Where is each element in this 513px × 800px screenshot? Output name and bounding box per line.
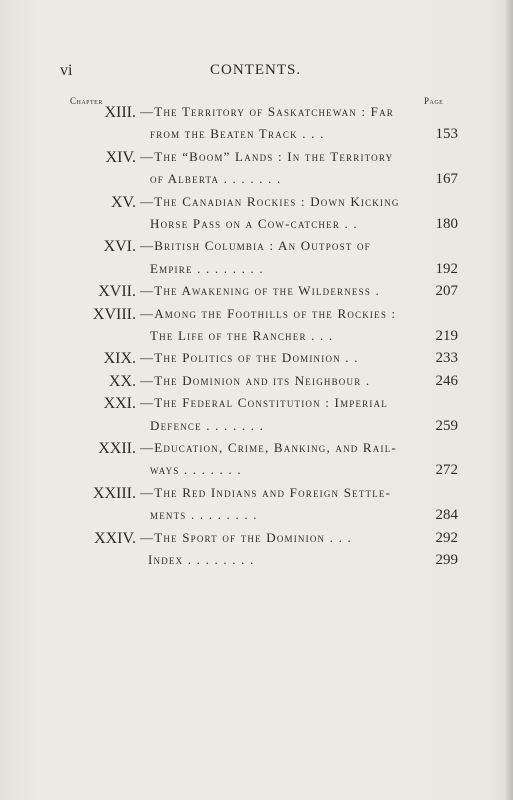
- chapter-title-continuation: Empire . . . . . . . .: [150, 260, 264, 276]
- toc-entry: [0, 440, 513, 462]
- page-number: 272: [435, 462, 458, 479]
- toc-entry-continuation: [0, 328, 513, 350]
- toc-entry: [0, 194, 513, 216]
- chapter-title-continuation: The Life of the Rancher . . .: [150, 328, 334, 343]
- page-number: 153: [435, 126, 458, 143]
- toc-entry: [0, 238, 513, 260]
- toc-entry: [0, 283, 513, 305]
- toc-entry-continuation: [0, 171, 513, 193]
- chapter-title-continuation: Horse Pass on a Cow-catcher . .: [150, 216, 358, 231]
- chapter-title: —The “Boom” Lands : In the Territory: [140, 148, 394, 164]
- toc-entry-continuation: [0, 216, 513, 238]
- index-title: Index . . . . . . . .: [148, 552, 255, 567]
- toc-entry-continuation: [0, 462, 513, 484]
- chapter-title-continuation: ways . . . . . . .: [150, 462, 242, 478]
- running-head: [60, 62, 460, 82]
- chapter-number: XX.: [108, 372, 136, 390]
- chapter-number: XIX.: [103, 350, 136, 368]
- chapter-number: XXIII.: [92, 484, 136, 502]
- chapter-title-continuation: from the Beaten Track . . .: [150, 126, 325, 142]
- toc-entry: [0, 395, 513, 417]
- page-column-header: Page: [424, 96, 444, 106]
- chapter-title-continuation: of Alberta . . . . . . .: [150, 171, 282, 187]
- chapter-number: XXI.: [103, 395, 136, 413]
- page-number: 284: [435, 507, 458, 524]
- chapter-title-continuation: ments . . . . . . . .: [150, 507, 258, 523]
- page-number: 299: [435, 552, 458, 568]
- chapter-column-header: Chapter: [70, 96, 103, 106]
- chapter-title: —The Red Indians and Foreign Settle-: [140, 484, 392, 500]
- toc-entry: [0, 530, 513, 552]
- page-number: 167: [435, 171, 458, 188]
- page-number: 233: [435, 350, 458, 367]
- toc-entry-continuation: [0, 507, 513, 529]
- chapter-number: XIII.: [104, 104, 136, 121]
- chapter-title: —The Dominion and its Neighbour .: [140, 372, 371, 388]
- chapter-number: XVI.: [103, 238, 136, 256]
- page-number: 246: [435, 372, 458, 389]
- page-number: 192: [435, 260, 458, 277]
- chapter-number: XXII.: [98, 440, 136, 457]
- page-number: 207: [435, 283, 458, 300]
- toc-entry: [0, 350, 513, 372]
- chapter-title: —The Federal Constitution : Imperial: [140, 395, 388, 411]
- chapter-title: —British Columbia : An Outpost of: [140, 238, 371, 254]
- page-number: 219: [435, 328, 458, 344]
- toc-entry-continuation: [0, 126, 513, 148]
- chapter-number: XV.: [110, 193, 136, 211]
- toc-entry: [0, 149, 513, 171]
- chapter-title: —The Politics of the Dominion . .: [140, 350, 359, 366]
- chapter-number: XXIV.: [94, 529, 136, 547]
- page-folio: vi: [60, 62, 73, 79]
- chapter-title: —The Territory of Saskatchewan : Far: [140, 104, 395, 119]
- toc-entry: [0, 306, 513, 328]
- toc-entry: [0, 552, 513, 574]
- running-title: CONTENTS.: [210, 62, 302, 78]
- toc-entry-continuation: [0, 418, 513, 440]
- toc-entry: [0, 104, 513, 126]
- chapter-title: —The Awakening of the Wilderness .: [140, 283, 380, 299]
- chapter-title: —The Sport of the Dominion . . .: [140, 529, 352, 545]
- page-number: 180: [435, 216, 458, 232]
- toc-entry-continuation: [0, 261, 513, 283]
- chapter-title: —Among the Foothills of the Rockies :: [140, 305, 397, 321]
- chapter-number: XVII.: [98, 283, 136, 301]
- chapter-title: —The Canadian Rockies : Down Kicking: [140, 193, 400, 209]
- chapter-number: XIV.: [105, 148, 136, 166]
- toc-entry: [0, 373, 513, 395]
- chapter-number: XVIII.: [92, 305, 136, 323]
- chapter-title: —Education, Crime, Banking, and Rail-: [140, 440, 397, 455]
- chapter-title-continuation: Defence . . . . . . .: [150, 417, 265, 433]
- page-number: 259: [435, 417, 458, 434]
- page-number: 292: [435, 529, 458, 546]
- toc-entry: [0, 485, 513, 507]
